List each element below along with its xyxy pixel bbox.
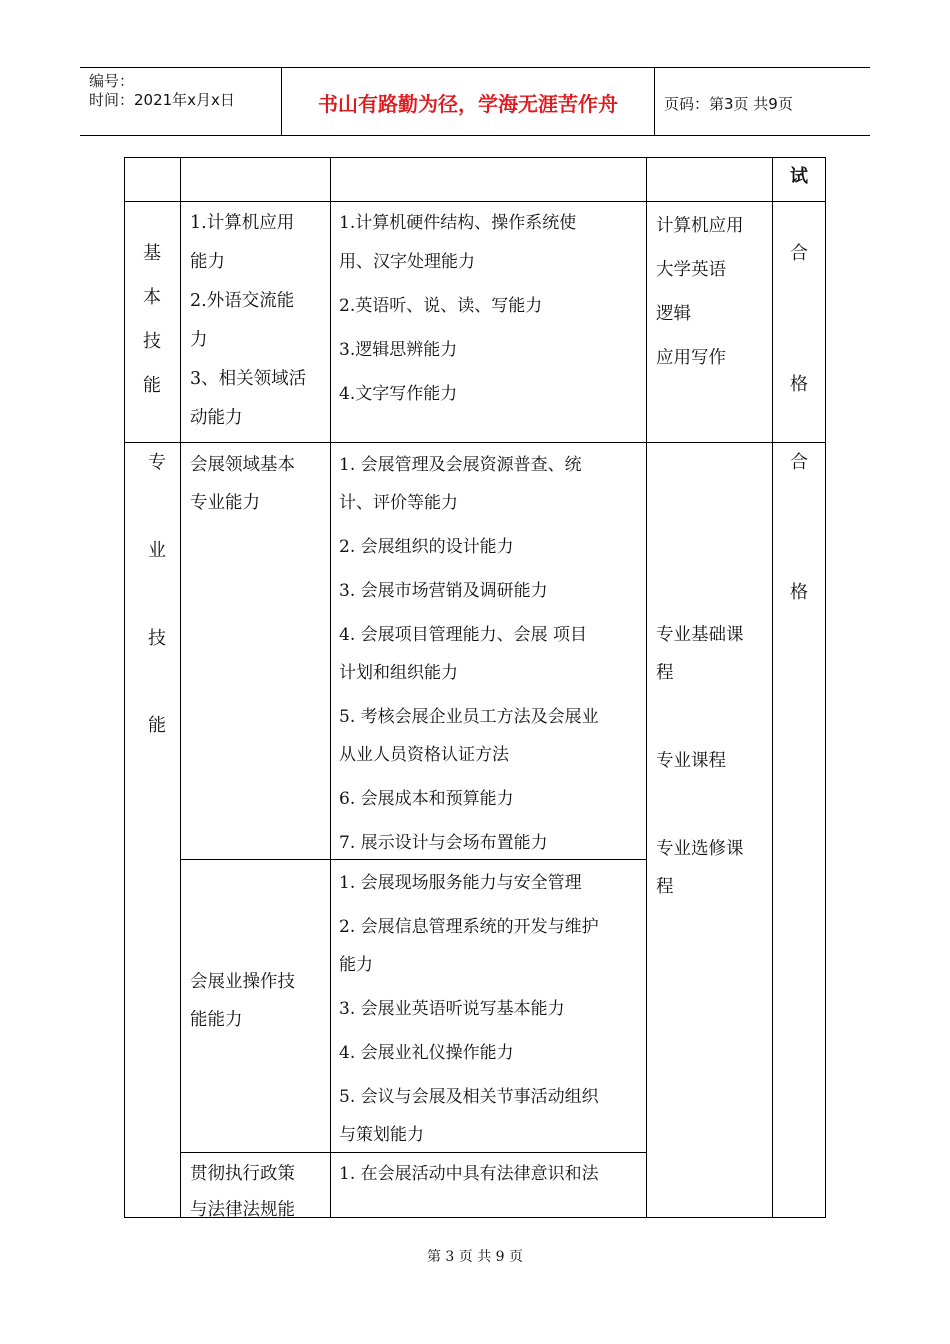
professional-content-line: 1. 会展管理及会展资源普查、统 (339, 455, 582, 475)
table-col-line-3 (646, 157, 647, 1218)
header-bottom-rule (80, 135, 870, 136)
professional-result-char: 格 (790, 582, 808, 603)
basic-ability-line: 3、相关领域活 (190, 369, 307, 389)
basic-result-char: 格 (790, 374, 808, 395)
professional-content-line: 4. 会展项目管理能力、会展 项目 (339, 625, 588, 645)
basic-course-line: 逻辑 (656, 304, 691, 324)
header-time-label: 时间：2021年x月x日 (89, 91, 235, 109)
professional-ability-cell-1 (190, 446, 295, 522)
top-row-last-cell: 试 (790, 166, 808, 187)
basic-ability-line: 2.外语交流能 (190, 291, 295, 311)
basic-course-line: 大学英语 (656, 260, 726, 280)
professional-content-line: 4. 会展业礼仪操作能力 (339, 1043, 514, 1063)
header-number-label: 编号： (89, 72, 135, 90)
professional-content-line: 从业人员资格认证方法 (339, 745, 509, 765)
header-divider-right (654, 67, 655, 135)
basic-category-char: 技 (143, 331, 161, 352)
basic-category-char: 本 (143, 287, 161, 308)
professional-content-line: 2. 会展组织的设计能力 (339, 537, 514, 557)
basic-ability-line: 动能力 (190, 408, 243, 428)
basic-ability-cell (190, 204, 306, 438)
professional-category-char: 能 (148, 715, 166, 736)
basic-course-cell (656, 204, 744, 380)
professional-ability-line: 与法律法规能 (190, 1200, 295, 1220)
professional-ability-line: 会展业操作技 (190, 972, 295, 992)
professional-content-line: 3. 会展业英语听说写基本能力 (339, 999, 565, 1019)
table-col-line-1 (180, 157, 181, 1218)
professional-course-line: 专业课程 (656, 751, 726, 771)
table-border-top (124, 157, 826, 158)
professional-content-line: 5. 会议与会展及相关节事活动组织 (339, 1087, 599, 1107)
basic-course-line: 计算机应用 (656, 216, 744, 236)
professional-ability-line: 会展领域基本 (190, 455, 295, 475)
professional-content-cell-1 (339, 446, 599, 862)
professional-ability-cell-3 (190, 1156, 295, 1228)
page-footer: 第 3 页 共 9 页 (426, 1249, 524, 1265)
professional-content-line: 1. 在会展活动中具有法律意识和法 (339, 1164, 599, 1184)
professional-content-cell-2 (339, 864, 599, 1154)
professional-content-cell-3 (339, 1156, 599, 1192)
basic-category-char: 能 (143, 375, 161, 396)
basic-category-char: 基 (143, 243, 161, 264)
basic-ability-line: 1.计算机应用 (190, 213, 295, 233)
professional-ability-line: 能能力 (190, 1010, 243, 1030)
professional-content-line: 7. 展示设计与会场布置能力 (339, 833, 548, 853)
professional-content-line: 3. 会展市场营销及调研能力 (339, 581, 548, 601)
table-border-right (825, 157, 826, 1218)
professional-course-cell (656, 616, 744, 906)
table-border-left (124, 157, 125, 1218)
professional-ability-line: 贯彻执行政策 (190, 1164, 295, 1184)
basic-result-char: 合 (790, 243, 808, 264)
basic-ability-line: 能力 (190, 252, 225, 272)
professional-content-line: 2. 会展信息管理系统的开发与维护 (339, 917, 599, 937)
professional-course-line: 专业基础课 (656, 625, 744, 645)
professional-content-line: 6. 会展成本和预算能力 (339, 789, 514, 809)
table-row-line-1 (124, 201, 826, 202)
header-top-rule (80, 67, 870, 68)
table-col-line-4 (772, 157, 773, 1218)
professional-category-char: 业 (148, 540, 166, 561)
basic-content-line: 1.计算机硬件结构、操作系统使 (339, 213, 577, 233)
professional-content-line: 与策划能力 (339, 1125, 424, 1145)
professional-category-char: 技 (148, 628, 166, 649)
basic-ability-line: 力 (190, 330, 208, 350)
professional-ability-line: 专业能力 (190, 493, 260, 513)
basic-content-line: 用、汉字处理能力 (339, 252, 475, 272)
header-motto: 书山有路勤为径，学海无涯苦作舟 (318, 92, 618, 116)
professional-content-line: 计、评价等能力 (339, 493, 458, 513)
basic-content-line: 4.文字写作能力 (339, 384, 458, 404)
professional-result-char: 合 (790, 452, 808, 473)
basic-content-line: 3.逻辑思辨能力 (339, 340, 458, 360)
basic-content-line: 2.英语听、说、读、写能力 (339, 296, 543, 316)
table-col-line-2 (330, 157, 331, 1218)
professional-content-line: 计划和组织能力 (339, 663, 458, 683)
basic-course-line: 应用写作 (656, 348, 726, 368)
professional-content-line: 1. 会展现场服务能力与安全管理 (339, 873, 582, 893)
professional-category-char: 专 (148, 452, 166, 473)
basic-content-cell (339, 204, 576, 414)
professional-ability-cell-2 (190, 963, 295, 1039)
professional-course-line: 程 (656, 663, 674, 683)
professional-course-line: 程 (656, 877, 674, 897)
header-page-code: 页码：第3页 共9页 (664, 95, 793, 113)
professional-content-line: 5. 考核会展企业员工方法及会展业 (339, 707, 599, 727)
professional-course-line: 专业选修课 (656, 839, 744, 859)
professional-content-line: 能力 (339, 955, 373, 975)
table-row-line-2 (124, 442, 826, 443)
